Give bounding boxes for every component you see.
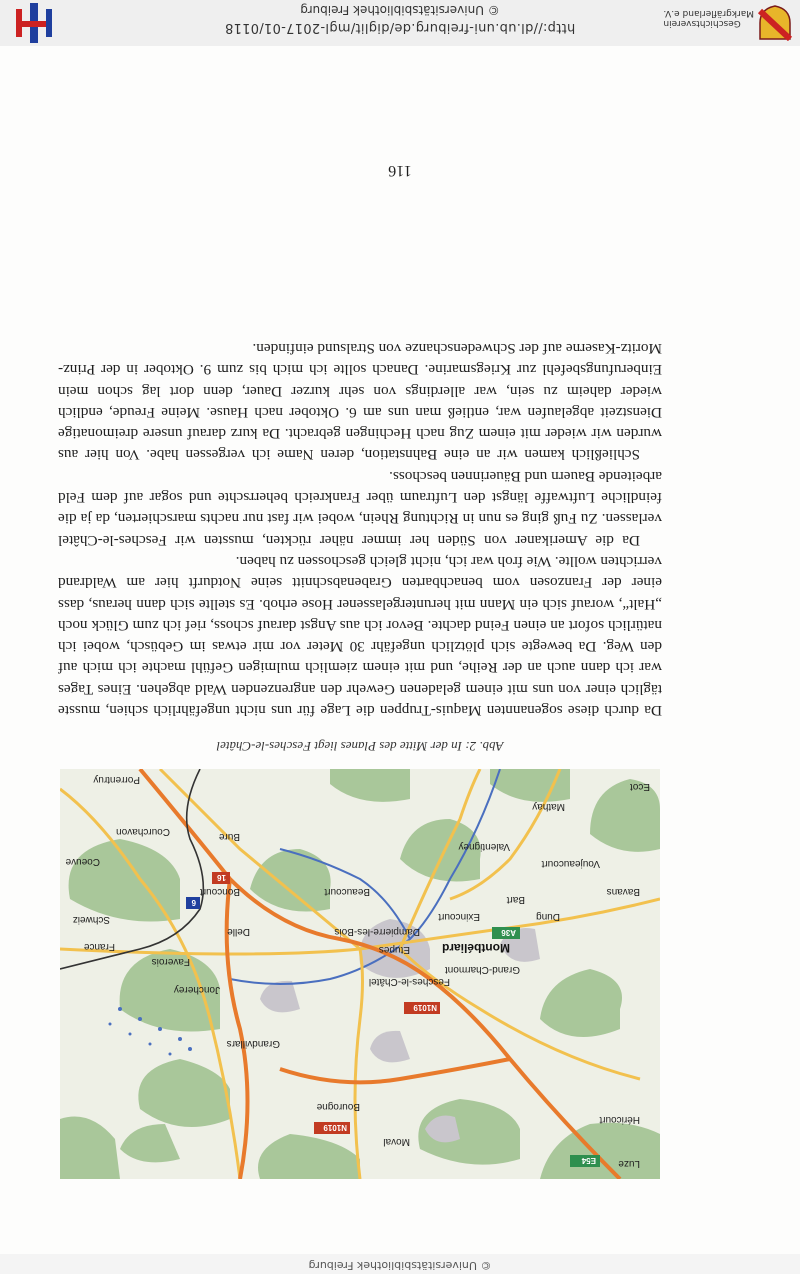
association-line2: Markgräflerland e.V. [663,8,754,18]
label-dung: Dung [536,911,560,922]
label-porrentruy: Porrentruy [93,774,140,785]
paragraph-3: Schließlich kamen wir an eine Bahnstation, deren Name ich vergessen habe. Von hier aus wurden wir wieder mit einem Zug nach Hechingen gebracht. Da kurz darauf unsere dreimonatige Dienstzeit abgelaufen war, entließ man uns am 6. Oktober nach Hause. Meine Freude, endlich wieder daheim zu sein, war allerdings von sehr kurzer Dauer, denn dort lag schon mein Einberufungsbefehl zur Kriegsmarine. Danach sollte ich mich bis zum 9. Oktober in der Prinz-Moritz-Kaserne auf der Schwedenschanze von Stralsund einfinden. [58,339,662,464]
label-etupes: Etupes [378,944,410,955]
paragraph-1: Da durch diese sogenannten Maquis-Truppen die Lage für uns nicht ungefährlich schien, musste täglich einer von uns mit einem geladenen Gewehr den angrenzenden Wald abgehen. Eines Tages war ich dann auch an der Reihe, und mit einem ziemlich mulmigen Gefühl machte ich mich auf den Weg. Da bewegte sich plötzlich ungefähr 30 Meter vor mir etwas im Gebüsch, wobei ich natürlich sofort an einen Feind dachte. Bevor ich aus Angst darauf schoss, rief ich zum Glück noch „Halt“, worauf sich ein Mann mit heruntergelassener Hose erhob. Es stellte sich dann heraus, dass einer der Franzosen vom benachbarten Grabenabschnitt seine Notdurft hier am Waldrand verrichten wollte. Wie froh war ich, nicht gleich geschossen zu haben. [58,552,662,719]
e54-shield-label: E54 [581,1156,596,1165]
label-exincourt: Exincourt [438,911,480,922]
label-valentigney: Valentigney [458,841,510,852]
label-grand-charmont: Grand-Charmont [444,964,520,975]
label-bavans: Bavans [606,886,640,897]
page-number: 116 [388,162,412,179]
label-fesches: Fesches-le-Châtel [368,976,450,987]
label-coeuve: Coeuve [65,856,100,867]
label-grandvillars: Grandvillars [226,1038,280,1049]
library-credit-repeat: © Universitätsbibliothek Freiburg [308,1259,492,1272]
label-mathay: Mathay [532,801,565,812]
label-luze: Luze [618,1158,640,1169]
library-footer-bar [0,0,800,46]
association-line1: Geschichtsverein [663,18,741,28]
ub-freiburg-logo-icon [12,3,56,43]
map-drawing [60,769,660,1179]
label-voujeaucourt: Voujeaucourt [541,858,600,869]
body-text [58,338,662,721]
n1019-shield-b-label: N1019 [413,1003,437,1012]
coat-of-arms-icon [758,5,792,41]
label-bure: Bure [218,831,240,842]
label-bourogne: Bourogne [316,1101,360,1112]
label-courchavon: Courchavon [116,826,170,837]
paragraph-2: Da die Amerikaner von Süden her immer näher rückten, mussten wir Fesches-le-Châtel verlassen. Zu Fuß ging es nun in Richtung Rhein, wobei wir fast nur nachts marschierten, da ja die feindliche Luftwaffe längst den Luftraum über Frankreich beherrschte und sogar auf dem Feld arbeitende Bauern und Bäuerinnen beschoss. [58,467,662,549]
label-ecot: Ecot [629,781,650,792]
figure-caption: Abb. 2: In der Mitte des Planes liegt Fesches-le-Châtel [216,739,504,754]
a36-shield-label: A36 [501,928,516,937]
label-joncherey: Joncherey [173,984,220,995]
route-6-shield-label: 6 [191,898,196,907]
label-montbeliard: Montbéliard [442,941,510,955]
label-faverois: Faverois [151,956,190,967]
label-france: France [83,941,115,952]
label-hericourt: Héricourt [599,1114,640,1125]
label-boncourt: Boncourt [199,886,240,897]
library-header-strip [0,1254,800,1274]
n1019-shield-a-label: N1019 [323,1123,347,1132]
label-delle: Delle [227,926,250,937]
label-dampierre: Dampierre-les-Bois [334,926,420,937]
route-16-shield-label: 16 [217,873,226,882]
label-schweiz: Schweiz [72,914,110,925]
association-label [663,8,754,28]
library-credit: © Universitätsbibliothek Freiburg [300,3,500,17]
map-figure [60,769,660,1179]
permalink-url[interactable]: http://dl.ub.uni-freiburg.de/diglit/mgl-2017-01/0118 [224,20,576,35]
label-bart: Bart [506,894,525,905]
label-moval: Moval [383,1136,410,1147]
label-beaucourt: Beaucourt [324,886,370,897]
